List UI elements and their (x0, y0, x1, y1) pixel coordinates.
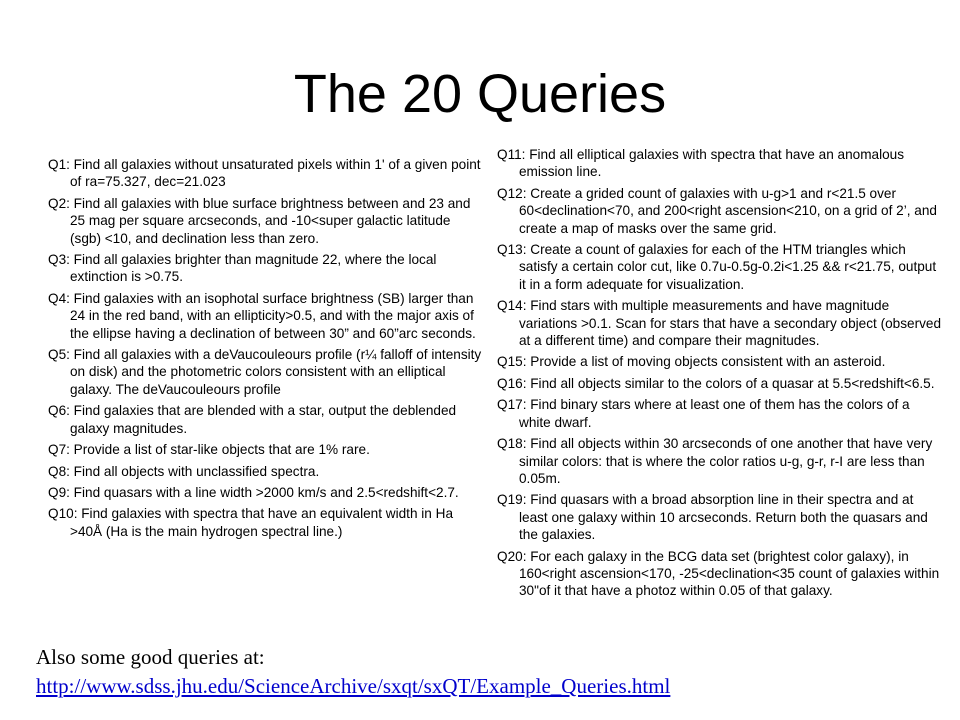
query-item: Q13: Create a count of galaxies for each of the HTM triangles which satisfy a certain color cut, like 0.7u-0.5g-0.2i<1.25 && r<21.75, output it in a form adequate for visualization. (497, 242, 937, 292)
query-item: Q6: Find galaxies that are blended with a star, output the deblended galaxy magnitudes. (48, 403, 457, 436)
query-item: Q16: Find all objects similar to the colors of a quasar at 5.5<redshift<6.5. (497, 375, 935, 391)
query-item: Q2: Find all galaxies with blue surface brightness between and 23 and 25 mag per square arcseconds, and -10<super galactic latitude (sgb) <10, and declination less than zero. (48, 195, 471, 246)
query-item: Q18: Find all objects within 30 arcseconds of one another that have very similar colors: that is where the color ratios u-g, g-r, r-I are less than 0.05m. (497, 436, 933, 486)
example-queries-link[interactable]: http://www.sdss.jhu.edu/ScienceArchive/sxqt/sxQT/Example_Queries.html (36, 674, 671, 698)
query-item: Q8: Find all objects with unclassified spectra. (48, 463, 320, 479)
left-query-column (48, 156, 483, 544)
query-item: Q4: Find galaxies with an isophotal surface brightness (SB) larger than 24 in the red band, with an ellipticity>0.5, and with the major axis of the ellipse having a declination of between 30” and 60”arc seconds. (48, 290, 476, 341)
footer-text: Also some good queries at: (36, 645, 265, 669)
slide-title: The 20 Queries (293, 64, 667, 124)
query-item: Q15: Provide a list of moving objects consistent with an asteroid. (497, 354, 886, 370)
query-item: Q1: Find all galaxies without unsaturated pixels within 1' of a given point of ra=75.327, dec=21.023 (48, 157, 481, 190)
query-item: Q11: Find all elliptical galaxies with spectra that have an anomalous emission line. (497, 147, 905, 180)
query-item: Q17: Find binary stars where at least one of them has the colors of a white dwarf. (497, 397, 910, 430)
query-item: Q7: Provide a list of star-like objects that are 1% rare. (48, 442, 370, 458)
query-item: Q12: Create a grided count of galaxies with u-g>1 and r<21.5 over 60<declination<70, and 200<right ascension<210, on a grid of 2’, and create a map of masks over the same grid. (497, 185, 937, 236)
footer-note (36, 643, 936, 701)
query-item: Q9: Find quasars with a line width >2000 km/s and 2.5<redshift<2.7. (48, 484, 459, 500)
query-item: Q20: For each galaxy in the BCG data set (brightest color galaxy), in 160<right ascension<170, -25<declination<35 count of galaxies within 30"of it that have a photoz within 0.05 of that galaxy. (497, 548, 940, 599)
query-item: Q14: Find stars with multiple measurements and have magnitude variations >0.1. Scan for stars that have a secondary object (observed at a different time) and compare their magnitudes. (497, 298, 942, 349)
query-item: Q5: Find all galaxies with a deVaucouleours profile (r¼ falloff of intensity on disk) and the photometric colors consistent with an elliptical galaxy. The deVaucouleours profile (48, 347, 482, 397)
query-item: Q3: Find all galaxies brighter than magnitude 22, where the local extinction is >0.75. (48, 252, 437, 285)
right-query-column (497, 146, 942, 604)
query-item: Q19: Find quasars with a broad absorption line in their spectra and at least one galaxy within 10 arcseconds. Return both the quasars and the galaxies. (497, 492, 928, 543)
query-item: Q10: Find galaxies with spectra that have an equivalent width in Ha >40Å (Ha is the main hydrogen spectral line.) (48, 506, 454, 539)
